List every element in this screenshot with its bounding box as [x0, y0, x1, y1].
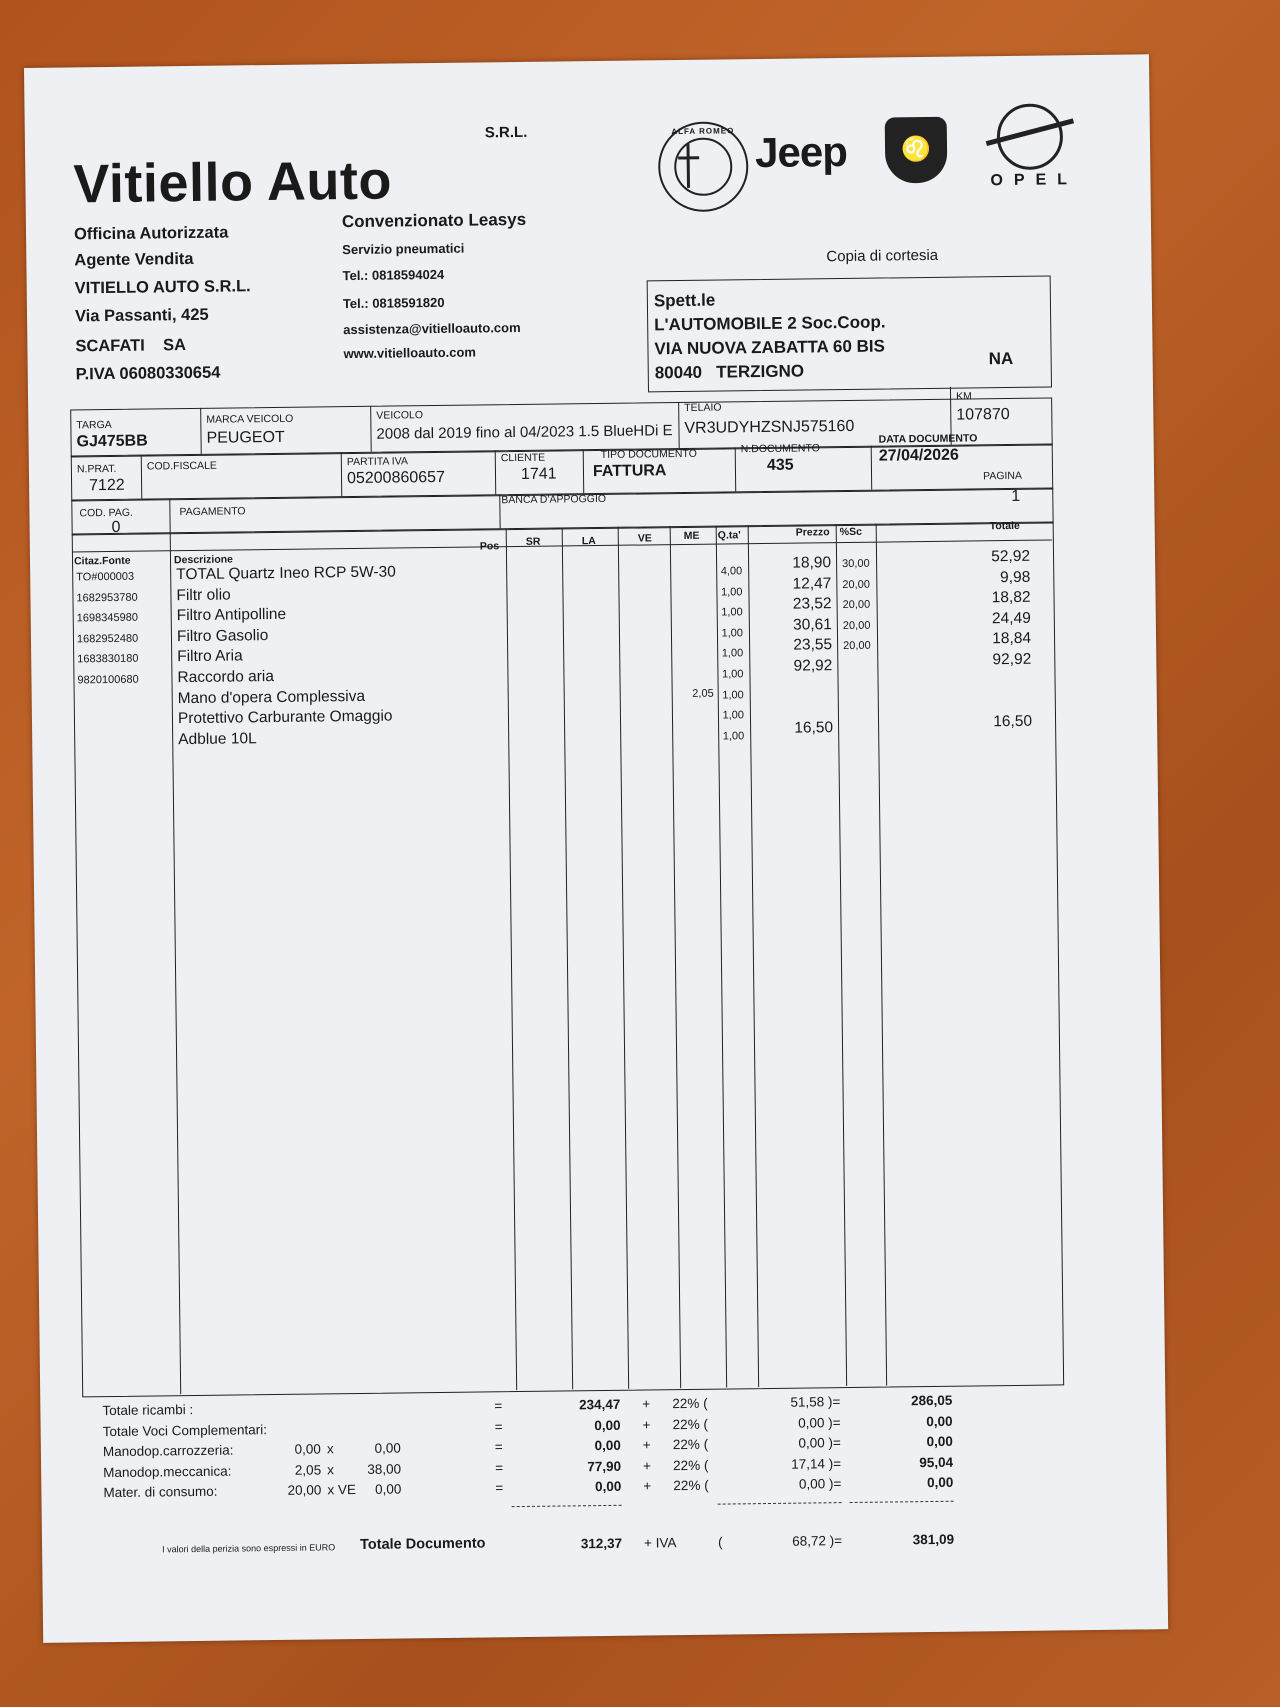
veicolo-label: VEICOLO: [376, 409, 424, 422]
km-label: KM: [956, 390, 972, 403]
item-total: 92,92: [992, 650, 1032, 669]
totals-imponibile: 234,47: [578, 1396, 621, 1413]
totals-times: x VE: [327, 1482, 356, 1498]
totals-rate: [350, 1400, 400, 1401]
item-me: 2,05: [692, 687, 714, 700]
item-quantity: 1,00: [721, 647, 744, 660]
banca-label: BANCA D'APPOGGIO: [501, 492, 607, 507]
piva-label: PARTITA IVA: [346, 455, 408, 469]
col-prezzo: Prezzo: [795, 526, 830, 539]
col-me: ME: [683, 529, 700, 542]
item-total: 18,82: [991, 588, 1031, 607]
tipo-label: TIPO DOCUMENTO: [600, 447, 697, 461]
telaio-value: VR3UDYHZSNJ575160: [684, 417, 855, 437]
col-sr: SR: [525, 535, 541, 548]
totals-rate: 0,00: [374, 1440, 401, 1456]
totals-label: Manodop.carrozzeria:: [102, 1442, 234, 1460]
item-description: Filtro Antipolline: [176, 605, 287, 625]
footer-note: I valori della perizia sono espressi in EURO: [162, 1542, 336, 1555]
company-line: P.IVA 06080330654: [75, 363, 221, 384]
footer-iva: 68,72 )=: [792, 1533, 843, 1549]
totals-qty: [270, 1400, 320, 1401]
totals-plus: +: [642, 1396, 651, 1412]
item-quantity: 1,00: [721, 668, 744, 681]
marca-value: PEUGEOT: [206, 428, 285, 447]
item-discount: 20,00: [843, 639, 871, 653]
veicolo-value: 2008 dal 2019 fino al 04/2023 1.5 BlueHDi E: [376, 422, 673, 443]
totals-imponibile: 0,00: [595, 1478, 622, 1495]
col-sc: %Sc: [839, 525, 862, 539]
totals-rate: [351, 1421, 401, 1422]
jeep-logo: Jeep: [754, 127, 848, 177]
totals-label: Totale ricambi :: [102, 1402, 194, 1419]
totals-equals: =: [494, 1398, 503, 1414]
item-discount: 20,00: [842, 619, 871, 633]
totals-plus: +: [643, 1478, 652, 1494]
totals-vat: 17,14 )=: [791, 1456, 842, 1472]
invoice-paper: [24, 54, 1168, 1643]
data-value: 27/04/2026: [878, 446, 959, 465]
codpag-value: 0: [111, 518, 121, 536]
item-price: 23,52: [792, 595, 832, 613]
item-quantity: 1,00: [721, 606, 743, 619]
telaio-label: TELAIO: [684, 401, 722, 414]
totals-separator: [512, 1505, 622, 1507]
item-description: Filtro Gasolio: [176, 627, 269, 646]
item-code: 1698345980: [76, 611, 138, 625]
item-quantity: 1,00: [722, 689, 744, 702]
totals-equals: =: [495, 1480, 504, 1496]
col-citaz: Citaz.Fonte: [73, 554, 131, 568]
totals-equals: =: [494, 1439, 503, 1455]
item-total: 24,49: [991, 609, 1031, 628]
ndoc-label: N.DOCUMENTO: [740, 442, 820, 456]
opel-text: OPEL: [990, 171, 1079, 190]
footer-imponibile: 312,37: [580, 1535, 623, 1552]
item-total: 9,98: [1000, 568, 1031, 587]
col-totale: Totale: [989, 519, 1020, 533]
totals-plus: +: [642, 1437, 651, 1453]
totals-rate: 0,00: [375, 1481, 402, 1497]
item-discount: 20,00: [842, 598, 871, 612]
item-quantity: 4,00: [720, 565, 743, 578]
pagamento-label: PAGAMENTO: [179, 505, 246, 519]
targa-value: GJ475BB: [76, 432, 148, 451]
leasys-title: Convenzionato Leasys: [341, 209, 527, 232]
cliente-value: 1741: [520, 465, 557, 483]
col-pos: Pos: [479, 540, 500, 553]
totals-vat: 0,00 )=: [798, 1435, 841, 1451]
totals-total: 0,00: [926, 1474, 954, 1491]
item-quantity: 1,00: [720, 586, 743, 599]
totals-qty: 20,00: [287, 1482, 322, 1498]
totals-label: Mater. di consumo:: [103, 1483, 218, 1501]
recipient-salutation: Spett.le: [653, 290, 716, 311]
data-label: DATA DOCUMENTO: [878, 432, 978, 446]
recipient-province: NA: [988, 348, 1014, 369]
totals-separator: [850, 1501, 954, 1503]
item-total: 18,84: [992, 629, 1032, 648]
totals-times: x: [326, 1441, 334, 1457]
item-discount: 20,00: [842, 578, 870, 592]
totals-equals: =: [495, 1460, 504, 1476]
pagina-value: 1: [1011, 487, 1021, 505]
col-qta: Q.ta': [717, 529, 741, 542]
km-value: 107870: [956, 405, 1010, 424]
item-total: 52,92: [991, 547, 1031, 566]
item-discount: 30,00: [842, 557, 870, 571]
alfa-romeo-text: ALFA ROMEO: [671, 126, 735, 137]
footer-total: 381,09: [912, 1531, 955, 1548]
tipo-value: FATTURA: [592, 462, 667, 481]
item-description: Mano d'opera Complessiva: [177, 687, 366, 708]
nprat-label: N.PRAT.: [76, 462, 117, 476]
totals-qty: 0,00: [294, 1441, 321, 1457]
recipient-name: L'AUTOMOBILE 2 Soc.Coop.: [654, 312, 886, 335]
company-line: Via Passanti, 425: [74, 305, 209, 326]
totals-label: Totale Voci Complementari:: [102, 1422, 268, 1440]
totals-vat-rate: 22% (: [672, 1395, 708, 1412]
item-code: TO#000003: [76, 570, 135, 584]
totals-equals: =: [494, 1419, 503, 1435]
contact-line: Tel.: 0818594024: [342, 266, 445, 284]
company-line: SCAFATI SA: [75, 336, 187, 356]
company-line: VITIELLO AUTO S.R.L.: [74, 277, 251, 298]
col-descr: Descrizione: [173, 553, 234, 567]
totals-total: 286,05: [910, 1392, 953, 1409]
opel-logo: [985, 103, 1079, 190]
alfa-romeo-logo: [658, 121, 749, 212]
totals-label: Manodop.meccanica:: [103, 1463, 232, 1481]
totals-qty: 2,05: [294, 1462, 322, 1478]
totals-imponibile: 77,90: [587, 1458, 622, 1475]
item-code: 1682952480: [76, 632, 139, 646]
totals-separator: [718, 1502, 842, 1505]
col-la: LA: [581, 535, 596, 548]
pagina-label: PAGINA: [982, 469, 1023, 483]
company-line: Agente Vendita: [74, 249, 194, 270]
item-description: TOTAL Quartz Ineo RCP 5W-30: [176, 563, 396, 584]
item-code: 1683830180: [77, 652, 139, 666]
item-price: 18,90: [792, 554, 832, 572]
totals-vat: 0,00 )=: [798, 1476, 842, 1492]
item-code: 9820100680: [77, 673, 139, 687]
nprat-value: 7122: [89, 476, 125, 495]
codpag-label: COD. PAG.: [79, 506, 133, 520]
footer-label: Totale Documento: [359, 1535, 486, 1554]
recipient-city: 80040 TERZIGNO: [654, 361, 805, 383]
contact-line: Tel.: 0818591820: [342, 294, 445, 312]
piva-value: 05200860657: [346, 468, 446, 488]
codfisc-label: COD.FISCALE: [146, 459, 217, 473]
totals-imponibile: 0,00: [594, 1417, 621, 1434]
marca-label: MARCA VEICOLO: [206, 412, 294, 426]
item-quantity: 1,00: [721, 627, 744, 640]
item-description: Filtro Aria: [177, 647, 243, 666]
contact-line: Servizio pneumatici: [342, 240, 465, 258]
footer-paren: (: [717, 1534, 723, 1550]
footer-iva-label: + IVA: [643, 1535, 677, 1551]
item-quantity: 1,00: [722, 709, 745, 722]
totals-vat: 0,00 )=: [798, 1415, 841, 1431]
totals-plus: +: [642, 1417, 651, 1433]
item-total: 16,50: [993, 712, 1033, 731]
totals-vat-rate: 22% (: [672, 1436, 709, 1453]
copy-note: Copia di cortesia: [826, 246, 939, 266]
item-price: 16,50: [794, 719, 834, 737]
item-description: Protettivo Carburante Omaggio: [177, 707, 393, 728]
col-ve: VE: [637, 532, 652, 545]
item-code: 1682953780: [76, 591, 138, 605]
totals-qty: [271, 1421, 321, 1422]
totals-imponibile: 0,00: [594, 1437, 621, 1454]
cliente-label: CLIENTE: [500, 451, 546, 465]
totals-total: 0,00: [926, 1413, 953, 1430]
item-price: 30,61: [792, 616, 832, 634]
item-description: Filtr olio: [176, 586, 231, 605]
totals-rate: 38,00: [367, 1461, 402, 1477]
item-price: 92,92: [793, 657, 833, 675]
item-description: Raccordo aria: [177, 667, 275, 687]
ndoc-value: 435: [766, 456, 794, 474]
item-price: 12,47: [792, 575, 832, 593]
totals-vat-rate: 22% (: [673, 1477, 709, 1494]
item-price: 23,55: [793, 636, 833, 654]
totals-total: 95,04: [919, 1454, 954, 1471]
recipient-box: [647, 275, 1052, 392]
totals-plus: +: [643, 1458, 652, 1474]
item-description: Adblue 10L: [178, 730, 257, 749]
totals-vat-rate: 22% (: [672, 1416, 708, 1433]
contact-line: www.vitielloauto.com: [343, 344, 477, 362]
peugeot-lion-icon: ♌: [885, 117, 948, 184]
item-quantity: 1,00: [722, 730, 745, 743]
recipient-street: VIA NUOVA ZABATTA 60 BIS: [654, 336, 886, 359]
totals-vat: 51,58 )=: [790, 1394, 841, 1410]
totals-times: x: [327, 1462, 334, 1478]
contact-line: assistenza@vitielloauto.com: [343, 319, 521, 338]
targa-label: TARGA: [76, 418, 112, 432]
totals-vat-rate: 22% (: [673, 1457, 709, 1474]
company-line: Officina Autorizzata: [73, 223, 229, 244]
totals-total: 0,00: [926, 1433, 953, 1450]
company-name: Vitiello Auto: [73, 150, 393, 215]
company-suffix: S.R.L.: [484, 123, 528, 142]
